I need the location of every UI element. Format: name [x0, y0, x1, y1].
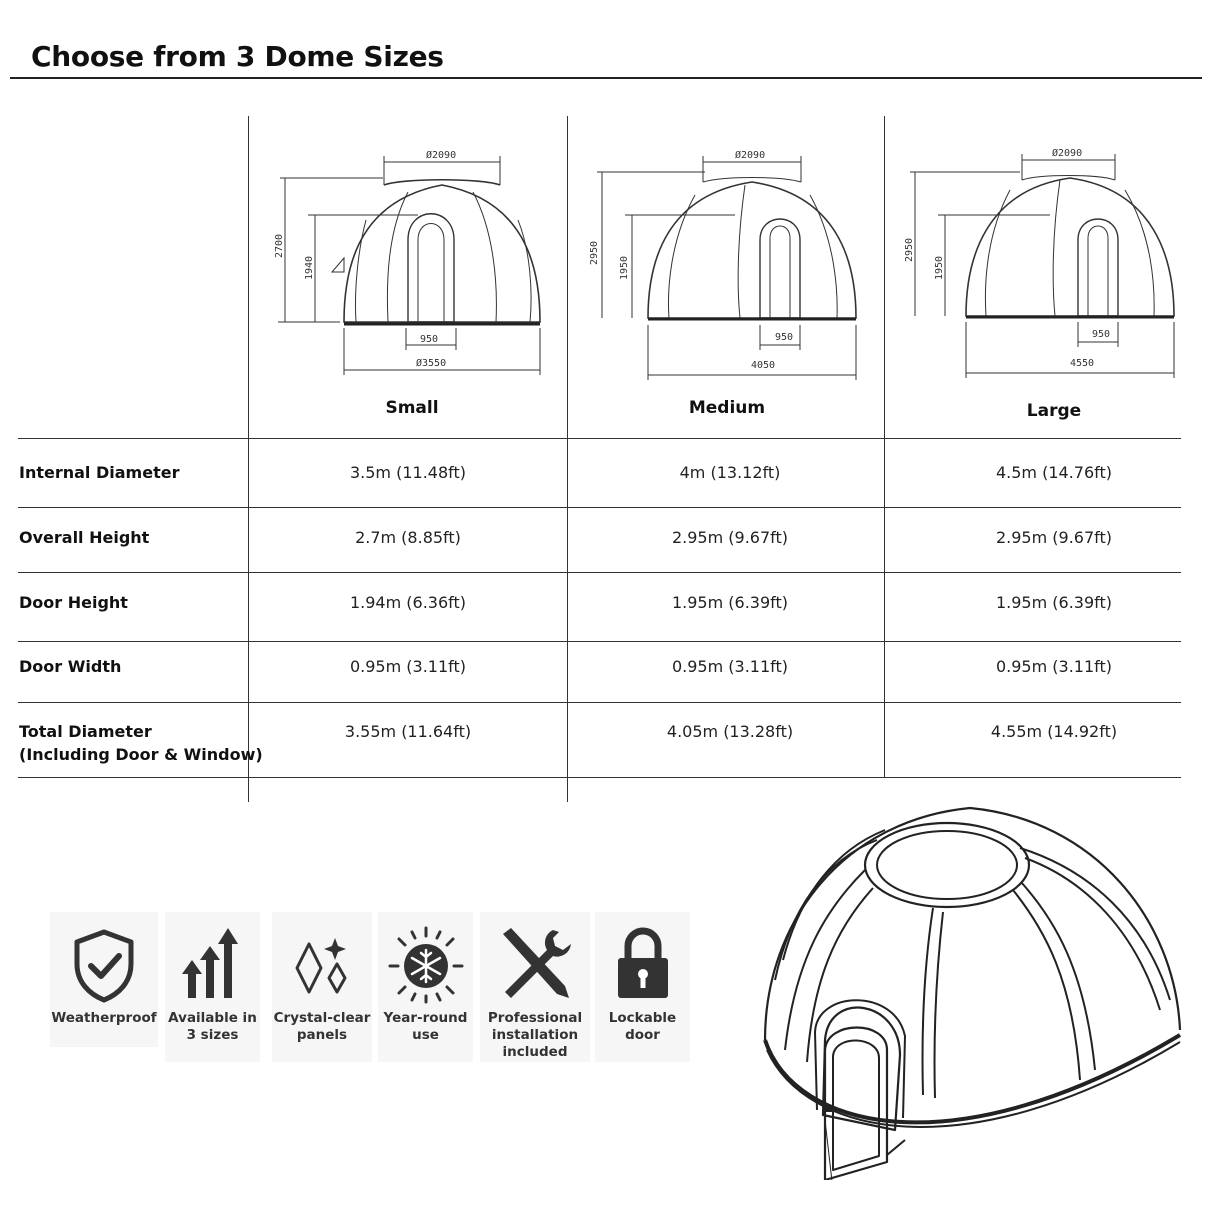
- row-label-overall-height: Overall Height: [19, 528, 150, 547]
- svg-text:Ø2090: Ø2090: [735, 150, 766, 161]
- row-label-door-width: Door Width: [19, 657, 122, 676]
- title-divider: [10, 77, 1202, 79]
- svg-text:1950: 1950: [619, 255, 630, 280]
- svg-text:4550: 4550: [1070, 358, 1095, 369]
- svg-text:Ø2090: Ø2090: [426, 150, 457, 161]
- wrench-screwdriver-icon: [495, 924, 575, 1004]
- shield-check-icon: [69, 926, 139, 1006]
- svg-text:2950: 2950: [904, 237, 915, 262]
- feature-label: Year-round: [383, 1010, 468, 1026]
- feature-label: installation: [491, 1027, 579, 1043]
- padlock-icon: [608, 924, 678, 1004]
- table-cell: 4.5m (14.76ft): [995, 463, 1113, 482]
- svg-text:4050: 4050: [751, 360, 776, 371]
- table-row-divider: [18, 507, 1181, 508]
- feature-installation: [480, 912, 590, 1062]
- table-cell: 3.5m (11.48ft): [349, 463, 467, 482]
- svg-text:2950: 2950: [589, 240, 600, 265]
- row-label-line: Total Diameter: [19, 722, 152, 741]
- row-label-total-diameter: [19, 720, 263, 766]
- table-cell: 2.7m (8.85ft): [355, 528, 461, 547]
- row-label-internal-diameter: Internal Diameter: [19, 463, 180, 482]
- table-row-divider: [18, 702, 1181, 703]
- medium-dome-drawing: [585, 140, 870, 380]
- table-cell: 0.95m (3.11ft): [671, 657, 789, 676]
- table-cell: 3.55m (11.64ft): [344, 722, 472, 741]
- feature-label: panels: [296, 1027, 348, 1043]
- feature-label: door: [625, 1027, 660, 1043]
- table-row-divider: [18, 641, 1181, 642]
- table-cell: 1.95m (6.39ft): [995, 593, 1113, 612]
- size-label-medium: Medium: [688, 398, 766, 418]
- feature-label: Available in: [168, 1010, 257, 1026]
- feature-sizes: [165, 912, 260, 1062]
- feature-weatherproof: [50, 912, 158, 1047]
- table-cell: 4.55m (14.92ft): [990, 722, 1118, 741]
- table-column-divider: [884, 116, 885, 778]
- table-cell: 2.95m (9.67ft): [671, 528, 789, 547]
- page-title: Choose from 3 Dome Sizes: [31, 40, 444, 73]
- table-cell: 4.05m (13.28ft): [666, 722, 794, 741]
- feature-label: Crystal-clear: [273, 1010, 371, 1026]
- table-cell: 2.95m (9.67ft): [995, 528, 1113, 547]
- table-cell: 0.95m (3.11ft): [995, 657, 1113, 676]
- feature-label: use: [412, 1027, 439, 1043]
- table-row-divider: [18, 777, 1181, 778]
- feature-label: Weatherproof: [51, 1010, 157, 1026]
- feature-lockable: [595, 912, 690, 1062]
- svg-text:1940: 1940: [304, 255, 315, 280]
- svg-text:Ø3550: Ø3550: [416, 358, 447, 369]
- svg-text:Ø2090: Ø2090: [1052, 148, 1083, 159]
- sun-snowflake-icon: [386, 924, 466, 1004]
- growth-arrows-icon: [178, 924, 248, 1004]
- table-cell: 1.95m (6.39ft): [671, 593, 789, 612]
- size-label-small: Small: [385, 398, 439, 418]
- feature-panels: [272, 912, 372, 1062]
- feature-label: Professional: [487, 1010, 583, 1026]
- svg-text:2700: 2700: [274, 233, 285, 258]
- svg-text:950: 950: [1092, 329, 1111, 340]
- feature-label: Lockable: [608, 1010, 677, 1026]
- feature-year-round: [378, 912, 473, 1062]
- sparkle-diamond-icon: [287, 924, 357, 1004]
- table-row-divider: [18, 438, 1181, 439]
- svg-text:1950: 1950: [934, 255, 945, 280]
- size-label-large: Large: [1026, 401, 1082, 421]
- table-column-divider: [248, 116, 249, 802]
- small-dome-drawing: [268, 140, 553, 380]
- feature-strip: [50, 912, 700, 1060]
- table-column-divider: [567, 116, 568, 802]
- dome-perspective-illustration: [755, 800, 1200, 1180]
- row-label-line: (Including Door & Window): [19, 745, 263, 764]
- row-label-door-height: Door Height: [19, 593, 128, 612]
- table-cell: 1.94m (6.36ft): [349, 593, 467, 612]
- feature-label: 3 sizes: [186, 1027, 239, 1043]
- large-dome-drawing: [900, 140, 1185, 380]
- table-row-divider: [18, 572, 1181, 573]
- table-cell: 4m (13.12ft): [679, 463, 781, 482]
- feature-label: included: [502, 1044, 568, 1060]
- table-cell: 0.95m (3.11ft): [349, 657, 467, 676]
- svg-text:950: 950: [420, 334, 439, 345]
- svg-text:950: 950: [775, 332, 794, 343]
